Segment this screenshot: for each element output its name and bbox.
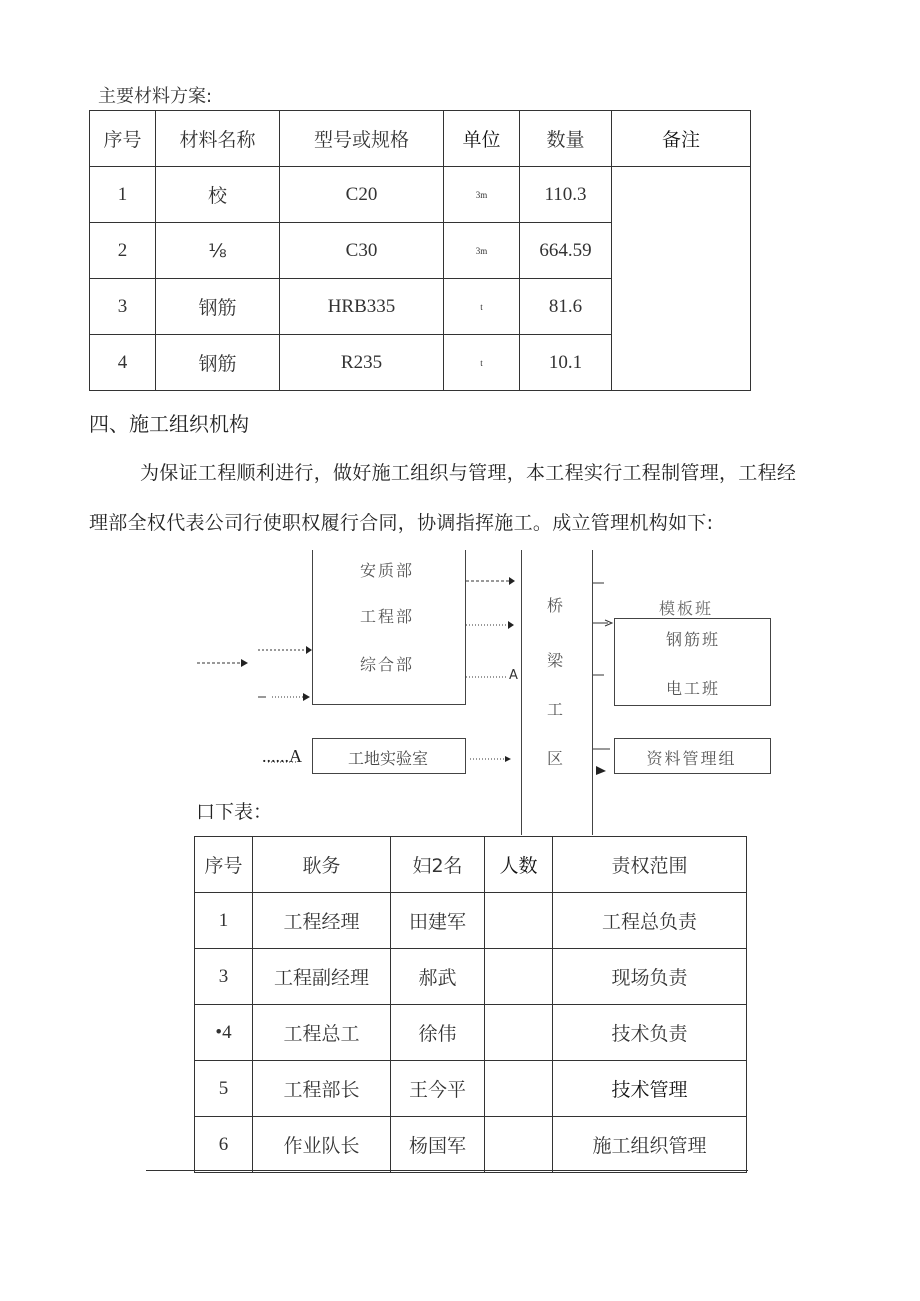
arrowhead-left-main xyxy=(241,659,248,667)
cell-responsibility: 施工组织管理 xyxy=(553,1117,747,1173)
cell-position: 工程经理 xyxy=(253,893,391,949)
table-row xyxy=(195,1117,747,1173)
cell-spec: R235 xyxy=(280,335,444,391)
cell-spec: C20 xyxy=(280,167,444,223)
cell-count xyxy=(485,1005,553,1061)
header-cell: 型号或规格 xyxy=(280,111,444,167)
cell-unit: 3m xyxy=(444,223,520,279)
bridge-char-1: 桥 xyxy=(547,598,564,615)
lab-label: 工地实验室 xyxy=(347,749,428,768)
cell-name: 郝武 xyxy=(391,949,485,1005)
cell-spec: C30 xyxy=(280,223,444,279)
cell-position: 工程部长 xyxy=(253,1061,391,1117)
cell-responsibility: 现场负责 xyxy=(553,949,747,1005)
cell-index: 2 xyxy=(90,223,156,279)
header-cell: 人数 xyxy=(485,837,553,893)
cell-quantity: 664.59 xyxy=(520,223,612,279)
cell-material: 校 xyxy=(156,167,280,223)
cell-count xyxy=(485,1061,553,1117)
table-row xyxy=(195,1061,747,1117)
header-cell: 材料名称 xyxy=(156,111,280,167)
cell-index: 3 xyxy=(195,949,253,1005)
cell-index: 3 xyxy=(90,279,156,335)
header-cell: 数量 xyxy=(520,111,612,167)
cell-material: 钢筋 xyxy=(156,335,280,391)
header-cell: 备注 xyxy=(612,111,751,167)
cell-position: 工程副经理 xyxy=(253,949,391,1005)
table-row xyxy=(195,1005,747,1061)
bridge-char-4: 区 xyxy=(547,751,564,768)
cell-quantity: 81.6 xyxy=(520,279,612,335)
table-row xyxy=(195,949,747,1005)
arrowhead-gongcheng xyxy=(508,621,514,629)
cell-name: 王今平 xyxy=(391,1061,485,1117)
table-header-row xyxy=(195,837,747,893)
dept-anzhi: 安质部 xyxy=(360,563,415,580)
marker-a-large: ......A xyxy=(262,746,302,766)
header-cell: 妇2名 xyxy=(391,837,485,893)
cell-name: 田建军 xyxy=(391,893,485,949)
marker-a-small: A xyxy=(509,668,518,683)
cell-index: •4 xyxy=(195,1005,253,1061)
cell-responsibility: 工程总负责 xyxy=(553,893,747,949)
cell-quantity: 10.1 xyxy=(520,335,612,391)
cell-index: 1 xyxy=(90,167,156,223)
bridge-char-3: 工 xyxy=(547,702,564,719)
cell-position: 工程总工 xyxy=(253,1005,391,1061)
table-row xyxy=(195,893,747,949)
cell-name: 徐伟 xyxy=(391,1005,485,1061)
header-cell: 序号 xyxy=(195,837,253,893)
cell-count xyxy=(485,949,553,1005)
cell-material: 钢筋 xyxy=(156,279,280,335)
materials-title: 主要材料方案: xyxy=(98,86,213,107)
team-diangong: 电工班 xyxy=(666,681,721,698)
cell-material: ⅛ xyxy=(156,223,280,279)
cell-unit: t xyxy=(444,335,520,391)
dept-gongcheng: 工程部 xyxy=(360,609,415,626)
cell-index: 4 xyxy=(90,335,156,391)
team-moban: 模板班 xyxy=(659,601,714,618)
section-heading: 四、施工组织机构 xyxy=(89,412,249,436)
header-cell: 序号 xyxy=(90,111,156,167)
header-cell: 单位 xyxy=(444,111,520,167)
dept-zonghe: 综合部 xyxy=(360,657,415,674)
cell-unit: 3m xyxy=(444,167,520,223)
arrowhead-left-upper xyxy=(306,646,312,654)
staff-table xyxy=(194,836,747,1173)
cell-index: 6 xyxy=(195,1117,253,1173)
bottom-rule xyxy=(146,1170,748,1171)
cell-count xyxy=(485,893,553,949)
cell-count xyxy=(485,1117,553,1173)
arrowhead-lab xyxy=(505,756,511,762)
cell-quantity: 110.3 xyxy=(520,167,612,223)
header-cell: 耿务 xyxy=(253,837,391,893)
paragraph-line-2: 理部全权代表公司行使职权履行合同，协调指挥施工。成立管理机构如下: xyxy=(89,512,714,534)
data-group-label: 资料管理组 xyxy=(646,751,737,768)
cell-name: 杨国军 xyxy=(391,1117,485,1173)
staff-caption: 口下表： xyxy=(196,801,273,823)
cell-responsibility: 技术管理 xyxy=(553,1061,747,1117)
team-gangjin: 钢筋班 xyxy=(666,632,721,649)
arrowhead-anzhi xyxy=(509,577,515,585)
cell-responsibility: 技术负责 xyxy=(553,1005,747,1061)
arrowhead-left-lower xyxy=(303,693,310,701)
paragraph-line-1: 为保证工程顺利进行，做好施工组织与管理，本工程实行工程制管理，工程经 xyxy=(140,462,797,484)
cell-position: 作业队长 xyxy=(253,1117,391,1173)
cell-index: 5 xyxy=(195,1061,253,1117)
cell-unit: t xyxy=(444,279,520,335)
arrowhead-data-group xyxy=(596,766,606,775)
bridge-char-2: 梁 xyxy=(547,653,564,670)
cell-spec: HRB335 xyxy=(280,279,444,335)
header-cell: 责权范围 xyxy=(553,837,747,893)
cell-index: 1 xyxy=(195,893,253,949)
